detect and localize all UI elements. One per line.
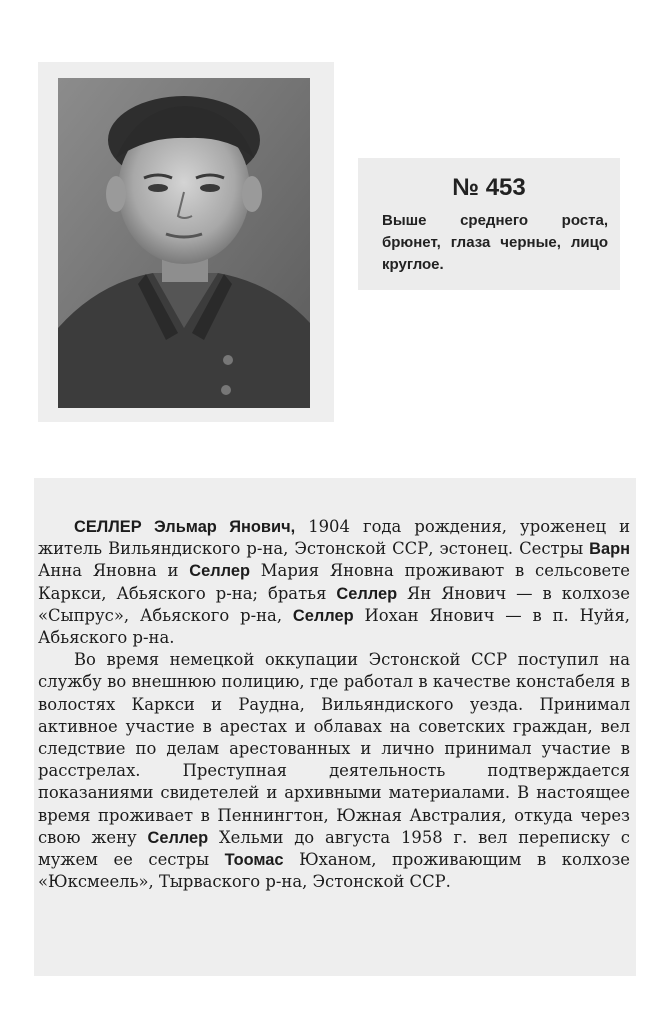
record-number: № 453 [452, 174, 526, 201]
surname: Селлер [336, 584, 398, 603]
biography-text [38, 516, 630, 893]
id-card [358, 158, 620, 290]
text-run: Юханом, проживающим в колхозе «Юксмеель», Тырваского р-на, Эстонской ССР. [38, 850, 630, 892]
text-run: Анна Яновна и [38, 561, 190, 581]
photo-frame [38, 62, 334, 422]
biography-block [34, 478, 636, 976]
surname: Варн [589, 540, 630, 559]
portrait-image [58, 78, 310, 408]
biography-paragraph-1 [38, 516, 630, 649]
surname: Селлер [292, 606, 354, 625]
surname: Селлер [189, 562, 250, 581]
text-run: Иохан Янович — в п. Нуйя, Абьяского р-на. [38, 605, 631, 648]
surname: Селлер [147, 828, 209, 847]
biography-paragraph-2 [38, 649, 630, 893]
physical-description: Выше среднего роста, брюнет, глаза черные, лицо круглое. [382, 212, 608, 273]
text-run: 1904 года рождения, уроженец и житель Вильяндиского р-на, Эстонской ССР, эстонец. Сестры [38, 517, 630, 559]
person-name: СЕЛЛЕР Эльмар Янович, [74, 518, 296, 536]
text-run: Ян Янович — в колхозе «Сыпрус», Абьяского р-на, [38, 583, 631, 625]
text-run: Во время немецкой оккупации Эстонской ССР поступил на службу во внешнюю полицию, где работал в качестве констабеля в волостях Каркси и Раудна, Вильяндиского уезда. Принимал активное участие в арестах и облавах на советских граждан, вел следствие по делам арестованных и лично принимал участие в расстрелах. Преступная деятельность подтверждается показаниями свидетелей и архивными материалами. В настоящее время проживает в Пеннингтон, Южная Австралия, откуда через свою жену [38, 650, 630, 847]
surname: Тоомас [224, 851, 284, 870]
text-run: Хельми до августа 1958 г. вел переписку с мужем ее сестры [38, 827, 630, 870]
portrait-photo [58, 78, 310, 408]
text-run: Мария Яновна проживают в сельсовете Каркси, Абьяского р-на; братья [38, 561, 630, 603]
